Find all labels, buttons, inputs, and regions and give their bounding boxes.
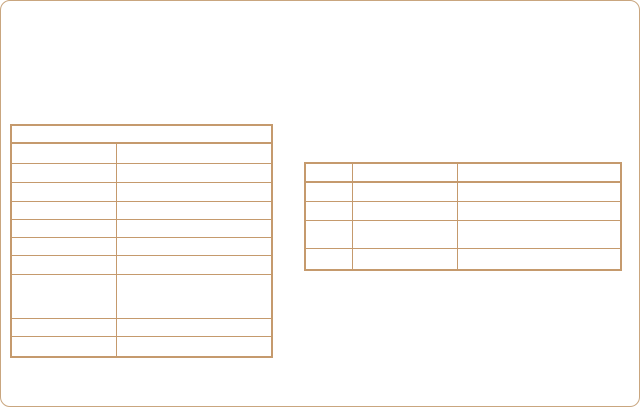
form-table-row-divider (12, 318, 271, 319)
grid-table-column-divider (457, 164, 458, 269)
form-table-row-divider (12, 274, 271, 275)
form-table-caption-divider (12, 142, 271, 144)
form-table-row-divider (12, 237, 271, 238)
form-table-row-divider (12, 255, 271, 256)
grid-table-column-divider (352, 164, 353, 269)
form-table-row-divider (12, 163, 271, 164)
form-table-column-divider (116, 144, 117, 356)
grid-table (304, 162, 622, 271)
form-table-row-divider (12, 336, 271, 337)
form-table (10, 124, 273, 358)
form-table-row-divider (12, 182, 271, 183)
form-table-row-divider (12, 219, 271, 220)
grid-table-header-divider (306, 181, 620, 183)
form-table-row-divider (12, 201, 271, 202)
grid-table-row-divider (306, 220, 620, 221)
grid-table-row-divider (306, 201, 620, 202)
grid-table-row-divider (306, 248, 620, 249)
